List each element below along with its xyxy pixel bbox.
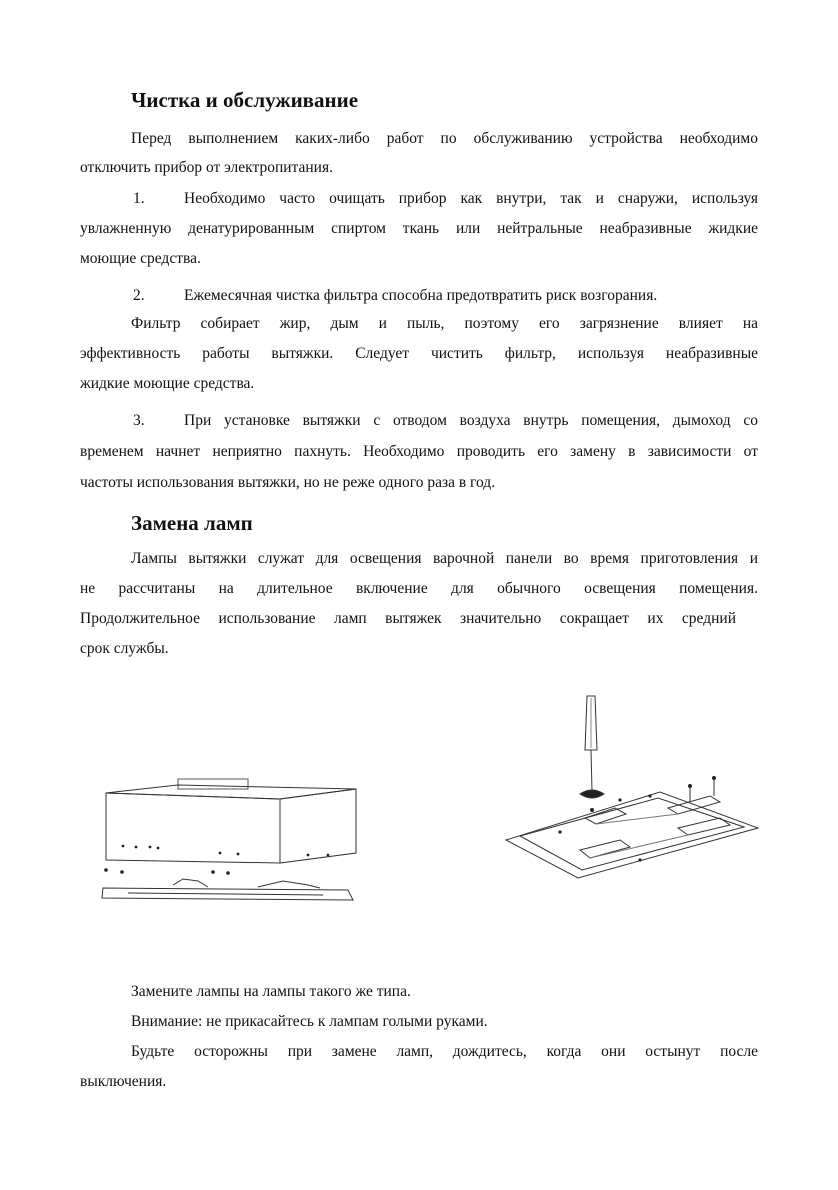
filter-line-1: Фильтр собирает жир, дым и пыль, поэтому его загрязнение влияет на <box>131 315 758 332</box>
item-1-line-1: Необходимо часто очищать прибор как внутри, так и снаружи, используя <box>184 190 758 207</box>
item-2-line-1: Ежемесячная чистка фильтра способна предотвратить риск возгорания. <box>184 287 658 304</box>
lamps-caution-line-2: выключения. <box>80 1073 167 1090</box>
lamps-intro-line-1: Лампы вытяжки служат для освещения варочной панели во время приготовления и <box>131 550 758 567</box>
lamps-note-2: Внимание: не прикасайтесь к лампам голыми руками. <box>131 1013 488 1030</box>
lamps-intro-line-2: не рассчитаны на длительное включение для обычного освещения помещения. <box>80 580 758 597</box>
item-2-number: 2. <box>133 287 145 304</box>
filter-line-2: эффективность работы вытяжки. Следует чистить фильтр, используя неабразивные <box>80 345 758 362</box>
lamps-title: Замена ламп <box>131 511 253 535</box>
item-3-line-3: частоты использования вытяжки, но не реже одного раза в год. <box>80 474 496 491</box>
item-3-number: 3. <box>133 412 145 429</box>
item-1-line-3: моющие средства. <box>80 250 201 267</box>
cleaning-title: Чистка и обслуживание <box>131 88 359 112</box>
lamps-intro-line-3: Продолжительное использование ламп вытяжек значительно сокращает их средний <box>80 610 736 627</box>
lamps-caution-line-1: Будьте осторожны при замене ламп, дождитесь, когда они остынут после <box>131 1043 758 1060</box>
lamps-intro-line-4: срок службы. <box>80 640 169 657</box>
filter-line-3: жидкие моющие средства. <box>80 375 255 392</box>
lamp-panel-illustration <box>500 690 762 885</box>
item-3-line-1: При установке вытяжки с отводом воздуха внутрь помещения, дымоход со <box>184 412 758 429</box>
hood-illustration <box>98 775 358 910</box>
cleaning-intro-line-2: отключить прибор от электропитания. <box>80 159 333 176</box>
screwdriver-icon <box>580 696 604 812</box>
lamps-note-1: Замените лампы на лампы такого же типа. <box>131 983 411 1000</box>
item-1-number: 1. <box>133 190 145 207</box>
cleaning-intro-line-1: Перед выполнением каких-либо работ по обслуживанию устройства необходимо <box>131 130 758 147</box>
item-3-line-2: временем начнет неприятно пахнуть. Необходимо проводить его замену в зависимости от <box>80 443 758 460</box>
item-1-line-2: увлажненную денатурированным спиртом ткань или нейтральные неабразивные жидкие <box>80 220 758 237</box>
